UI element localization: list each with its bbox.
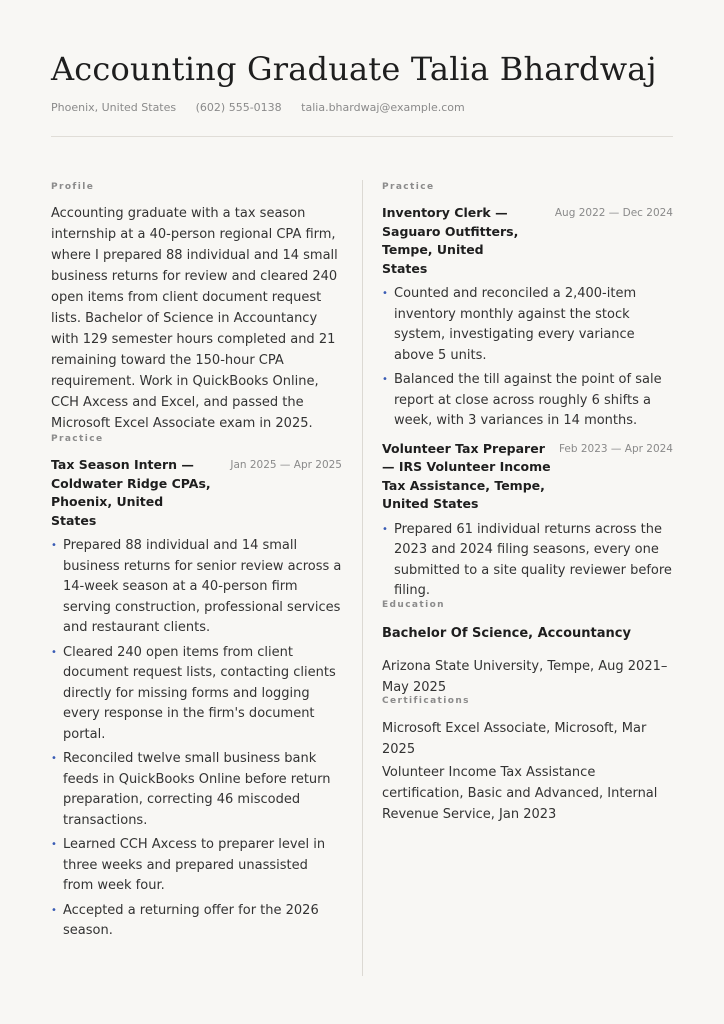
job-header: [382, 204, 673, 278]
job-bullets: [382, 520, 673, 602]
bullet-icon: •: [51, 839, 57, 850]
list-item: • Accepted a returning offer for the 2026 season.: [51, 902, 319, 938]
job-title: Inventory Clerk — Saguaro Outfitters, Tempe, United States: [382, 205, 519, 276]
header-divider: [51, 136, 673, 137]
bullet-icon: •: [382, 523, 388, 535]
job-bullets: [382, 284, 673, 432]
job-bullets: [51, 536, 342, 942]
job-dates: Feb 2023 — Apr 2024: [558, 442, 673, 455]
job-header: [51, 456, 342, 530]
certification-item: Microsoft Excel Associate, Microsoft, Mar 2025: [382, 720, 647, 757]
right-column: [382, 180, 673, 827]
job-dates: Aug 2022 — Dec 2024: [554, 207, 673, 219]
job-dates: Jan 2025 — Apr 2025: [230, 459, 342, 471]
practice-label: Practice: [51, 434, 104, 444]
bullet-icon: •: [51, 540, 57, 551]
list-item: • Prepared 61 individual returns across the 2023 and 2024 filing seasons, every one submitted to a site quality reviewer before filing.: [382, 521, 672, 598]
certification-item: Volunteer Income Tax Assistance certification, Basic and Advanced, Internal Revenue Service, Jan 2023: [382, 764, 658, 822]
education-label: Education: [382, 599, 445, 610]
list-item: • Cleared 240 open items from client document request lists, contacting clients directly for missing forms and logging every response in the firm's document portal.: [51, 644, 336, 742]
list-item: • Reconciled twelve small business bank feeds in QuickBooks Online before return preparation, correcting 46 miscoded transactions.: [51, 751, 331, 828]
list-item: • Counted and reconciled a 2,400-item inventory monthly against the stock system, investigating every variance above 5 units.: [382, 286, 637, 363]
bullet-icon: •: [382, 374, 388, 385]
profile-label: Profile: [51, 182, 95, 192]
contact-email: talia.bhardwaj@example.com: [301, 101, 465, 114]
profile-text: Accounting graduate with a tax season internship at a 40-person regional CPA firm, where I prepared 88 individual and 14 small business returns for review and cleared 240 open items from client document request lists. Bachelor of Science in Accountancy with 129 semester hours completed and 21 remaining toward the 150-hour CPA requirement. Work in QuickBooks Online, CCH Axcess and Excel, and passed the Microsoft Excel Associate exam in 2025.: [51, 206, 338, 431]
list-item: • Prepared 88 individual and 14 small business returns for senior review across a 14-week season at a 40-person firm serving construction, professional services and restaurant clients.: [51, 538, 342, 635]
contact-phone: (602) 555-0138: [195, 101, 282, 114]
degree: Bachelor Of Science, Accountancy: [382, 625, 631, 641]
school: Arizona State University, Tempe, Aug 2021–May 2025: [382, 658, 668, 695]
bullet-icon: •: [51, 646, 57, 658]
job-title: Volunteer Tax Preparer — IRS Volunteer Income Tax Assistance, Tempe, United States: [382, 440, 551, 511]
bullet-icon: •: [51, 753, 57, 764]
list-item: • Learned CCH Axcess to preparer level in three weeks and prepared unassisted from week four.: [51, 837, 326, 893]
contact-line: [51, 100, 481, 116]
job-header: [382, 440, 673, 514]
bullet-icon: •: [51, 904, 57, 916]
contact-location: Phoenix, United States: [51, 101, 177, 114]
column-divider: [362, 180, 363, 976]
certifications-label: Certifications: [382, 695, 470, 706]
bullet-icon: •: [382, 288, 388, 299]
candidate-name: Accounting Graduate Talia Bhardwaj: [51, 50, 657, 88]
practice-label: Practice: [382, 182, 435, 192]
job-title: Tax Season Intern — Coldwater Ridge CPAs, Phoenix, United States: [51, 457, 211, 528]
left-column: [51, 180, 342, 946]
certifications-list: [382, 718, 673, 825]
list-item: • Balanced the till against the point of sale report at close across roughly 6 shifts a week, with 3 variances in 14 months.: [382, 372, 662, 428]
